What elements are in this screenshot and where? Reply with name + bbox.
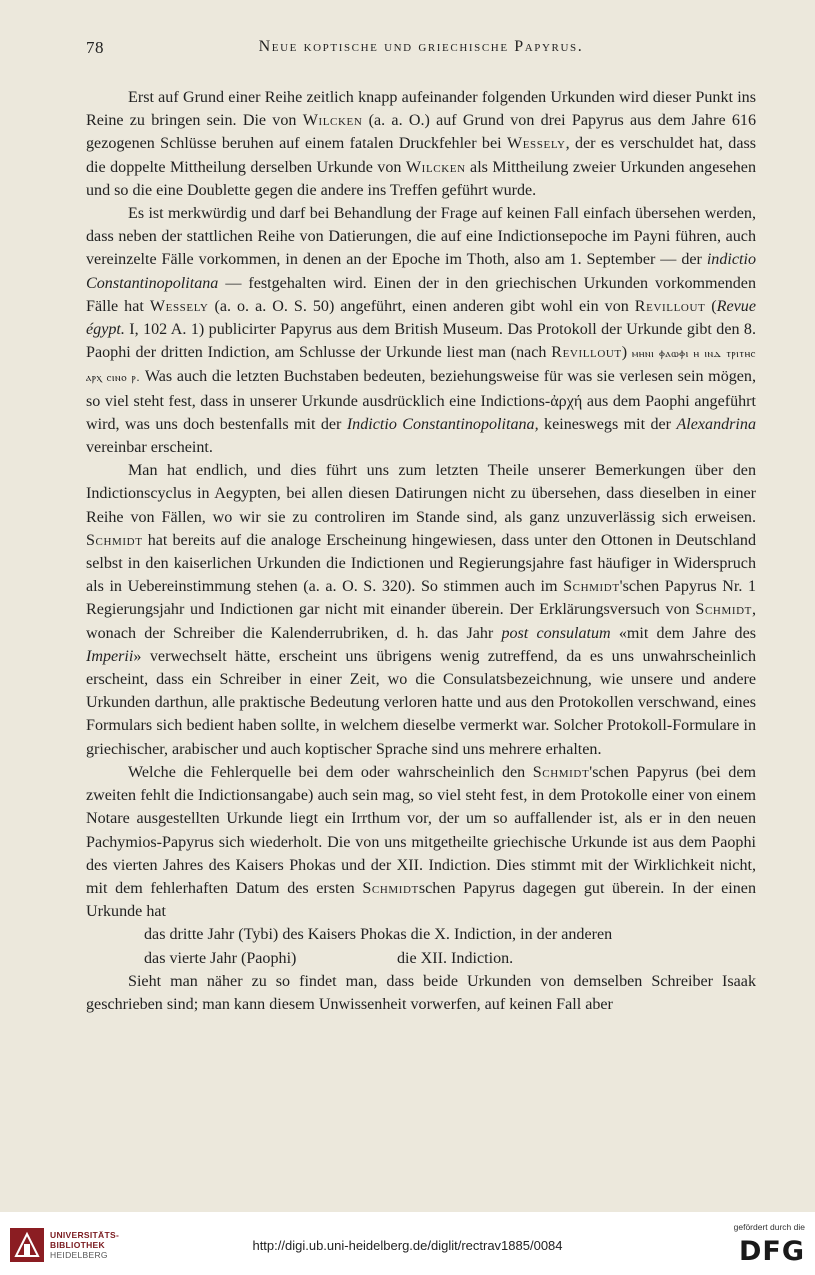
text-run: (a. o. a. O. S. 50) angeführt, einen anderen gibt wohl ein von bbox=[208, 297, 635, 315]
page-header bbox=[86, 38, 756, 64]
text-run: keineswegs mit der bbox=[538, 415, 677, 433]
author-name: Wessely bbox=[506, 135, 566, 153]
text-run: Erst auf Grund einer Reihe zeitlich knapp aufeinander folgenden Urkunden wird dieser Punkt ins Reine zu bringen sein. Die von bbox=[86, 89, 756, 130]
library-name-line-3: HEIDELBERG bbox=[50, 1250, 108, 1260]
funding-note: gefördert durch die bbox=[733, 1222, 805, 1232]
paragraph-3 bbox=[86, 459, 756, 761]
author-name: Wilcken bbox=[302, 112, 363, 130]
coptic-text: ⲙⲏⲛⲓ ⲫⲁⲱⲫⲓ ⲏ ⲓⲛⲇ ⲧⲣⲓⲧⲏⲥ ⲁⲣⲭ ⲥⲓⲛⲟ ⲣ. bbox=[86, 347, 756, 385]
permalink-url[interactable]: http://digi.ub.uni-heidelberg.de/diglit/rectrav1885/0084 bbox=[252, 1238, 563, 1253]
body-text bbox=[86, 86, 756, 1016]
text-run: — festgehalten wird. Einen der in den griechischen Urkunden vorkommenden Fälle hat bbox=[86, 274, 756, 315]
author-name: Revillout bbox=[551, 344, 622, 362]
library-name-line-2: BIBLIOTHEK bbox=[50, 1240, 105, 1250]
indented-line-1: das dritte Jahr (Tybi) des Kaisers Phokas die X. Indiction, in der anderen bbox=[144, 926, 613, 944]
author-name: Revillout bbox=[634, 297, 706, 315]
text-run: (a. a. O.) auf Grund von drei Papyrus aus dem Jahre 616 gezogenen Schlüsse beruhen auf einem fatalen Druckfehler bei bbox=[86, 112, 756, 153]
paragraph-1 bbox=[86, 86, 756, 202]
italic-term: Alexandrina bbox=[676, 415, 756, 433]
text-run: Welche die Fehlerquelle bei dem oder wahrscheinlich den bbox=[128, 763, 533, 781]
text-run: , der es verschuldet hat, dass die doppelte Mittheilung derselben Urkunde von bbox=[86, 135, 756, 176]
text-run: schen Papyrus dagegen gut überein. In der einen Urkunde hat bbox=[86, 879, 756, 921]
text-run: ( bbox=[705, 297, 717, 315]
author-name: Schmidt bbox=[695, 601, 752, 619]
text-run: Es ist merkwürdig und darf bei Behandlung der Frage auf keinen Fall einfach übersehen werden, dass neben der stattlichen Reihe von Datierungen, die auf eine Indictionsepoche im Payni führen, auch vereinzelte Fälle vorkommen, in denen an der Epoche im Thoth, also am 1. September — der bbox=[86, 205, 756, 269]
text-run: » verwechselt hätte, erscheint uns übrigens wenig zutreffend, da es uns unwahrscheinlich erscheint, dass ein Schreiber in einer Zeit, wo die Consulatsbezeichnung, wie unsere und andere Urkunden darthun, alle praktische Bedeutung verloren hatte und aus den Protokollen verschwand, eines Formulars sich bedient haben sollte, in welchem dieselbe vermerkt war. Solcher Protokoll-Formulare in griechischer, arabischer und auch koptischer Sprache sind uns mehrere erhalten. bbox=[86, 647, 756, 758]
paragraph-4 bbox=[86, 761, 756, 923]
paragraph-2 bbox=[86, 202, 756, 459]
text-run: Man hat endlich, und dies führt uns zum letzten Theile unserer Bemerkungen über den Indictionscyclus in Aegypten, bei allen diesen Datirungen nicht zu übersehen, dass dieselben in einer Reihe von Fällen, wo wir sie zu controliren im Stande sind, als ganz unzuverlässig sich erweisen. bbox=[86, 462, 756, 526]
paragraph-5: Sieht man näher zu so findet man, dass beide Urkunden von demselben Schreiber Isaak geschrieben sind; man kann diesem Unwissenheit vorwerfen, auf keinen Fall aber bbox=[86, 972, 756, 1013]
text-run: Was auch die letzten Buchstaben bedeuten, beziehungsweise für was sie verlesen sein mögen, so viel steht fest, dass in unserer Urkunde ausdrücklich eine Indictions-ἀρχή aus dem Paophi angeführt wird, was uns doch bestenfalls mit der bbox=[86, 368, 757, 433]
italic-term: indictio Constantinopolitana bbox=[86, 251, 756, 292]
text-run: «mit dem Jahre des bbox=[610, 624, 757, 642]
text-run: vereinbar erscheint. bbox=[86, 439, 213, 457]
author-name: Wilcken bbox=[405, 158, 466, 176]
text-run: 'schen Papyrus Nr. 1 Regierungsjahr und Indictionen gar nicht mit einander überein. Der Erklärungsversuch von bbox=[86, 578, 756, 619]
italic-term: Imperii bbox=[86, 647, 134, 665]
digitization-footer bbox=[0, 1212, 815, 1275]
text-run: , wonach der Schreiber die Kalenderrubriken, d. h. das Jahr bbox=[86, 601, 756, 642]
italic-term: Indictio Constantinopolitana, bbox=[346, 415, 539, 433]
running-title: Neue koptische und griechische Papyrus. bbox=[258, 38, 584, 55]
text-run: hat bereits auf die analoge Erscheinung hingewiesen, dass unter den Ottonen in Deutschland selbst in den kaiserlichen Urkunden die Indictionen und Regierungsjahre fast häufiger in Widerspruch als in Uebereinstimmung stehen (a. a. O. S. 320). So stimmen auch im bbox=[86, 531, 756, 596]
author-name: Schmidt bbox=[86, 531, 143, 549]
italic-term: Revue égypt. bbox=[86, 297, 756, 339]
text-run: I, 102 A. 1) publicirter Papyrus aus dem British Museum. Das Protokoll der Urkunde gibt den 8. Paophi der dritten Indiction, am Schlusse der Urkunde liest man (nach bbox=[86, 321, 756, 362]
italic-term: post consulatum bbox=[501, 624, 611, 642]
text-run: als Mittheilung zweier Urkunden angesehen und so die eine Doublette gegen die andere ins Treffen geführt wurde. bbox=[86, 158, 756, 199]
indented-line-2: das vierte Jahr (Paophi) die XII. Indiction. bbox=[144, 949, 514, 967]
author-name: Wessely bbox=[149, 297, 209, 315]
library-name-line-1: UNIVERSITÄTS- bbox=[50, 1230, 120, 1240]
page-number: 78 bbox=[86, 38, 104, 57]
author-name: Schmidt bbox=[532, 763, 590, 781]
text-run: 'schen Papyrus (bei dem zweiten fehlt die Indictionsangabe) auch sein mag, so viel steht fest, in dem Protokolle einer von einem Notare ausgestellten Urkunde liegt ein Irrthum vor, der um so auffallender ist, als er in den neuen Pachymios-Papyrus sich wiederholt. Die von uns mitgetheilte griechische Urkunde ist aus dem Paophi des vierten Jahres des Kaisers Phokas und der XII. Indiction. Dies stimmt mit der Wirklichkeit nicht, mit dem fehlerhaften Datum des ersten bbox=[86, 763, 756, 897]
author-name: Schmidt bbox=[362, 879, 419, 897]
author-name: Schmidt bbox=[563, 578, 620, 596]
text-run: ) bbox=[621, 344, 632, 362]
dfg-logo: DFG bbox=[738, 1236, 805, 1267]
